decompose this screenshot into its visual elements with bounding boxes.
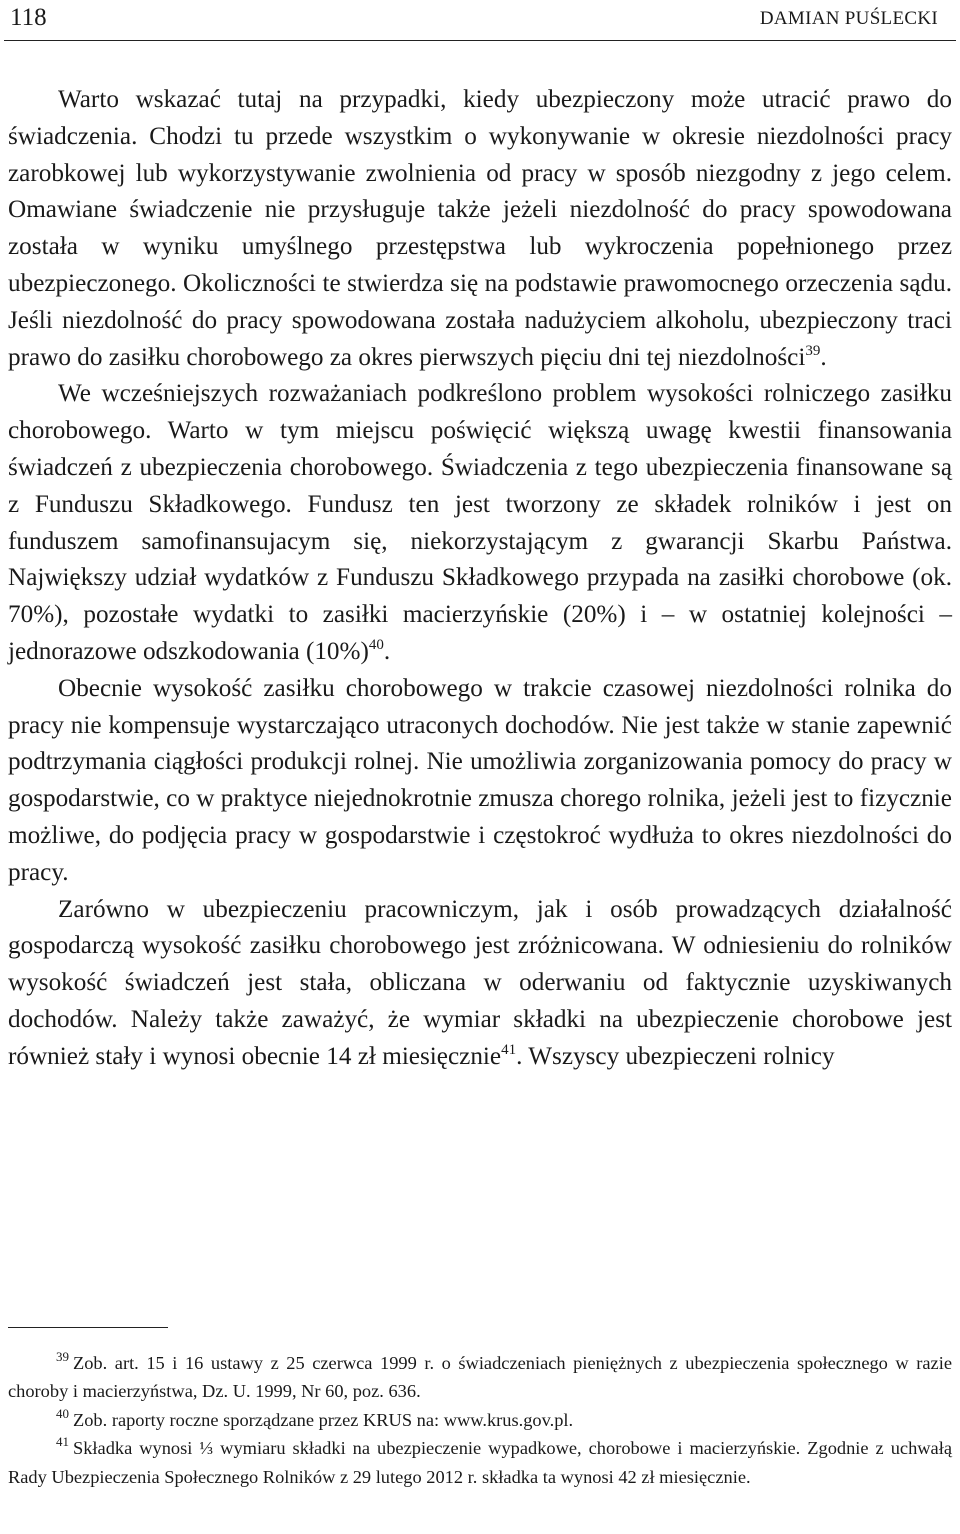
footnote-text: Zob. art. 15 i 16 ustawy z 25 czerwca 1999 r. o świadczeniach pieniężnych z ubezpieczenia społecznego w razie choroby i macierzyństwa, Dz. U. 1999, Nr 60, poz. 636. xyxy=(8,1353,952,1402)
page-header xyxy=(4,0,956,41)
footnotes xyxy=(8,1349,952,1491)
running-head: DAMIAN PUŚLECKI xyxy=(759,8,938,29)
paragraph-2-text: We wcześniejszych rozważaniach podkreślono problem wysokości rolniczego zasiłku chorobowego. Warto w tym miejscu poświęcić większą uwagę kwestii finansowania świadczeń z ubezpieczenia chorobowego. Świadczenia z tego ubezpieczenia finansowane są z Funduszu Składkowego. Fundusz ten jest tworzony ze składek rolników i jest on funduszem samofinansujacym się, niekorzystającym z gwarancji Skarbu Państwa. Największy udział wydatków z Funduszu Składkowego przypada na zasiłki chorobowe (ok. 70%), pozostałe wydatki to zasiłki macierzyńskie (20%) i – w ostatniej kolejności – jednorazowe odszkodowania (10%) xyxy=(8,380,952,665)
paragraph-4-text: Zarówno w ubezpieczeniu pracowniczym, jak i osób prowadzących działalność gospodarczą wysokość zasiłku chorobowego jest zróżnicowana. W odniesieniu do rolników wysokość świadczeń jest stała, obliczana w oderwaniu od faktycznie uzyskiwanych dochodów. Należy także zaważyć, że wymiar składki na ubezpieczenie chorobowe jest również stały i wynosi obecnie 14 zł miesięcznie xyxy=(8,895,952,1070)
paragraph-4 xyxy=(8,892,952,1076)
paragraph-4-end: . Wszyscy ubezpieczeni rolnicy xyxy=(516,1042,835,1070)
footnote-number: 40 xyxy=(56,1405,69,1421)
paragraph-1-end: . xyxy=(820,343,827,371)
paragraph-1-text: Warto wskazać tutaj na przypadki, kiedy ubezpieczony może utracić prawo do świadczenia. Chodzi tu przede wszystkim o wykonywanie w okresie niezdolności pracy zarobkowej lub wykorzystywanie zwolnienia od pracy w sposób niezgodny z jego celem. Omawiane świadczenie nie przysługuje także jeżeli niezdolność do pracy spowodowana została w wyniku umyślnego przestępstwa lub wykroczenia popełnionego przez ubezpieczonego. Okoliczności te stwierdza się na podstawie prawomocnego orzeczenia sądu. Jeśli niezdolność do pracy spowodowana została nadużyciem alkoholu, ubezpieczony traci prawo do zasiłku chorobowego za okres pierwszych pięciu dni tej niezdolności xyxy=(8,86,952,371)
footnote-ref-39: 39 xyxy=(805,342,821,359)
paragraph-2-end: . xyxy=(383,637,391,665)
footnote-text: Składka wynosi ⅓ wymiaru składki na ubezpieczenie wypadkowe, chorobowe i macierzyńskie. Zgodnie z uchwałą Rady Ubezpieczenia Społecznego Rolników z 29 lutego 2012 r. składka ta wynosi 42 zł miesięcznie. xyxy=(8,1438,952,1487)
paragraph-2 xyxy=(8,376,952,670)
paragraph-3: Obecnie wysokość zasiłku chorobowego w trakcie czasowej niezdolności rolnika do pracy nie kompensuje wystarczająco utraconych dochodów. Nie jest także w stanie zapewnić podtrzymania ciągłości produkcji rolnej. Nie umożliwia zorganizowania pomocy do pracy w gospodarstwie, co w praktyce niejednokrotnie zmusza chorego rolnika, jeżeli jest to fizycznie możliwe, do podjęcia pracy w gospodarstwie i częstokroć wydłuża to okres niezdolności do pracy. xyxy=(8,674,952,886)
footnote-number: 39 xyxy=(56,1349,69,1364)
footnote-39 xyxy=(8,1349,952,1406)
footnote-number: 41 xyxy=(56,1434,69,1450)
page-number: 118 xyxy=(10,4,47,31)
footnote-ref-40: 40 xyxy=(368,636,384,653)
footnote-40 xyxy=(8,1406,952,1434)
paragraph-1 xyxy=(8,82,952,376)
body-text xyxy=(8,82,952,1076)
footnote-41 xyxy=(8,1434,952,1491)
footnote-ref-41: 41 xyxy=(501,1041,517,1058)
footnote-text: Zob. raporty roczne sporządzane przez KRUS na: www.krus.gov.pl. xyxy=(73,1409,574,1430)
footnote-divider xyxy=(8,1327,168,1328)
